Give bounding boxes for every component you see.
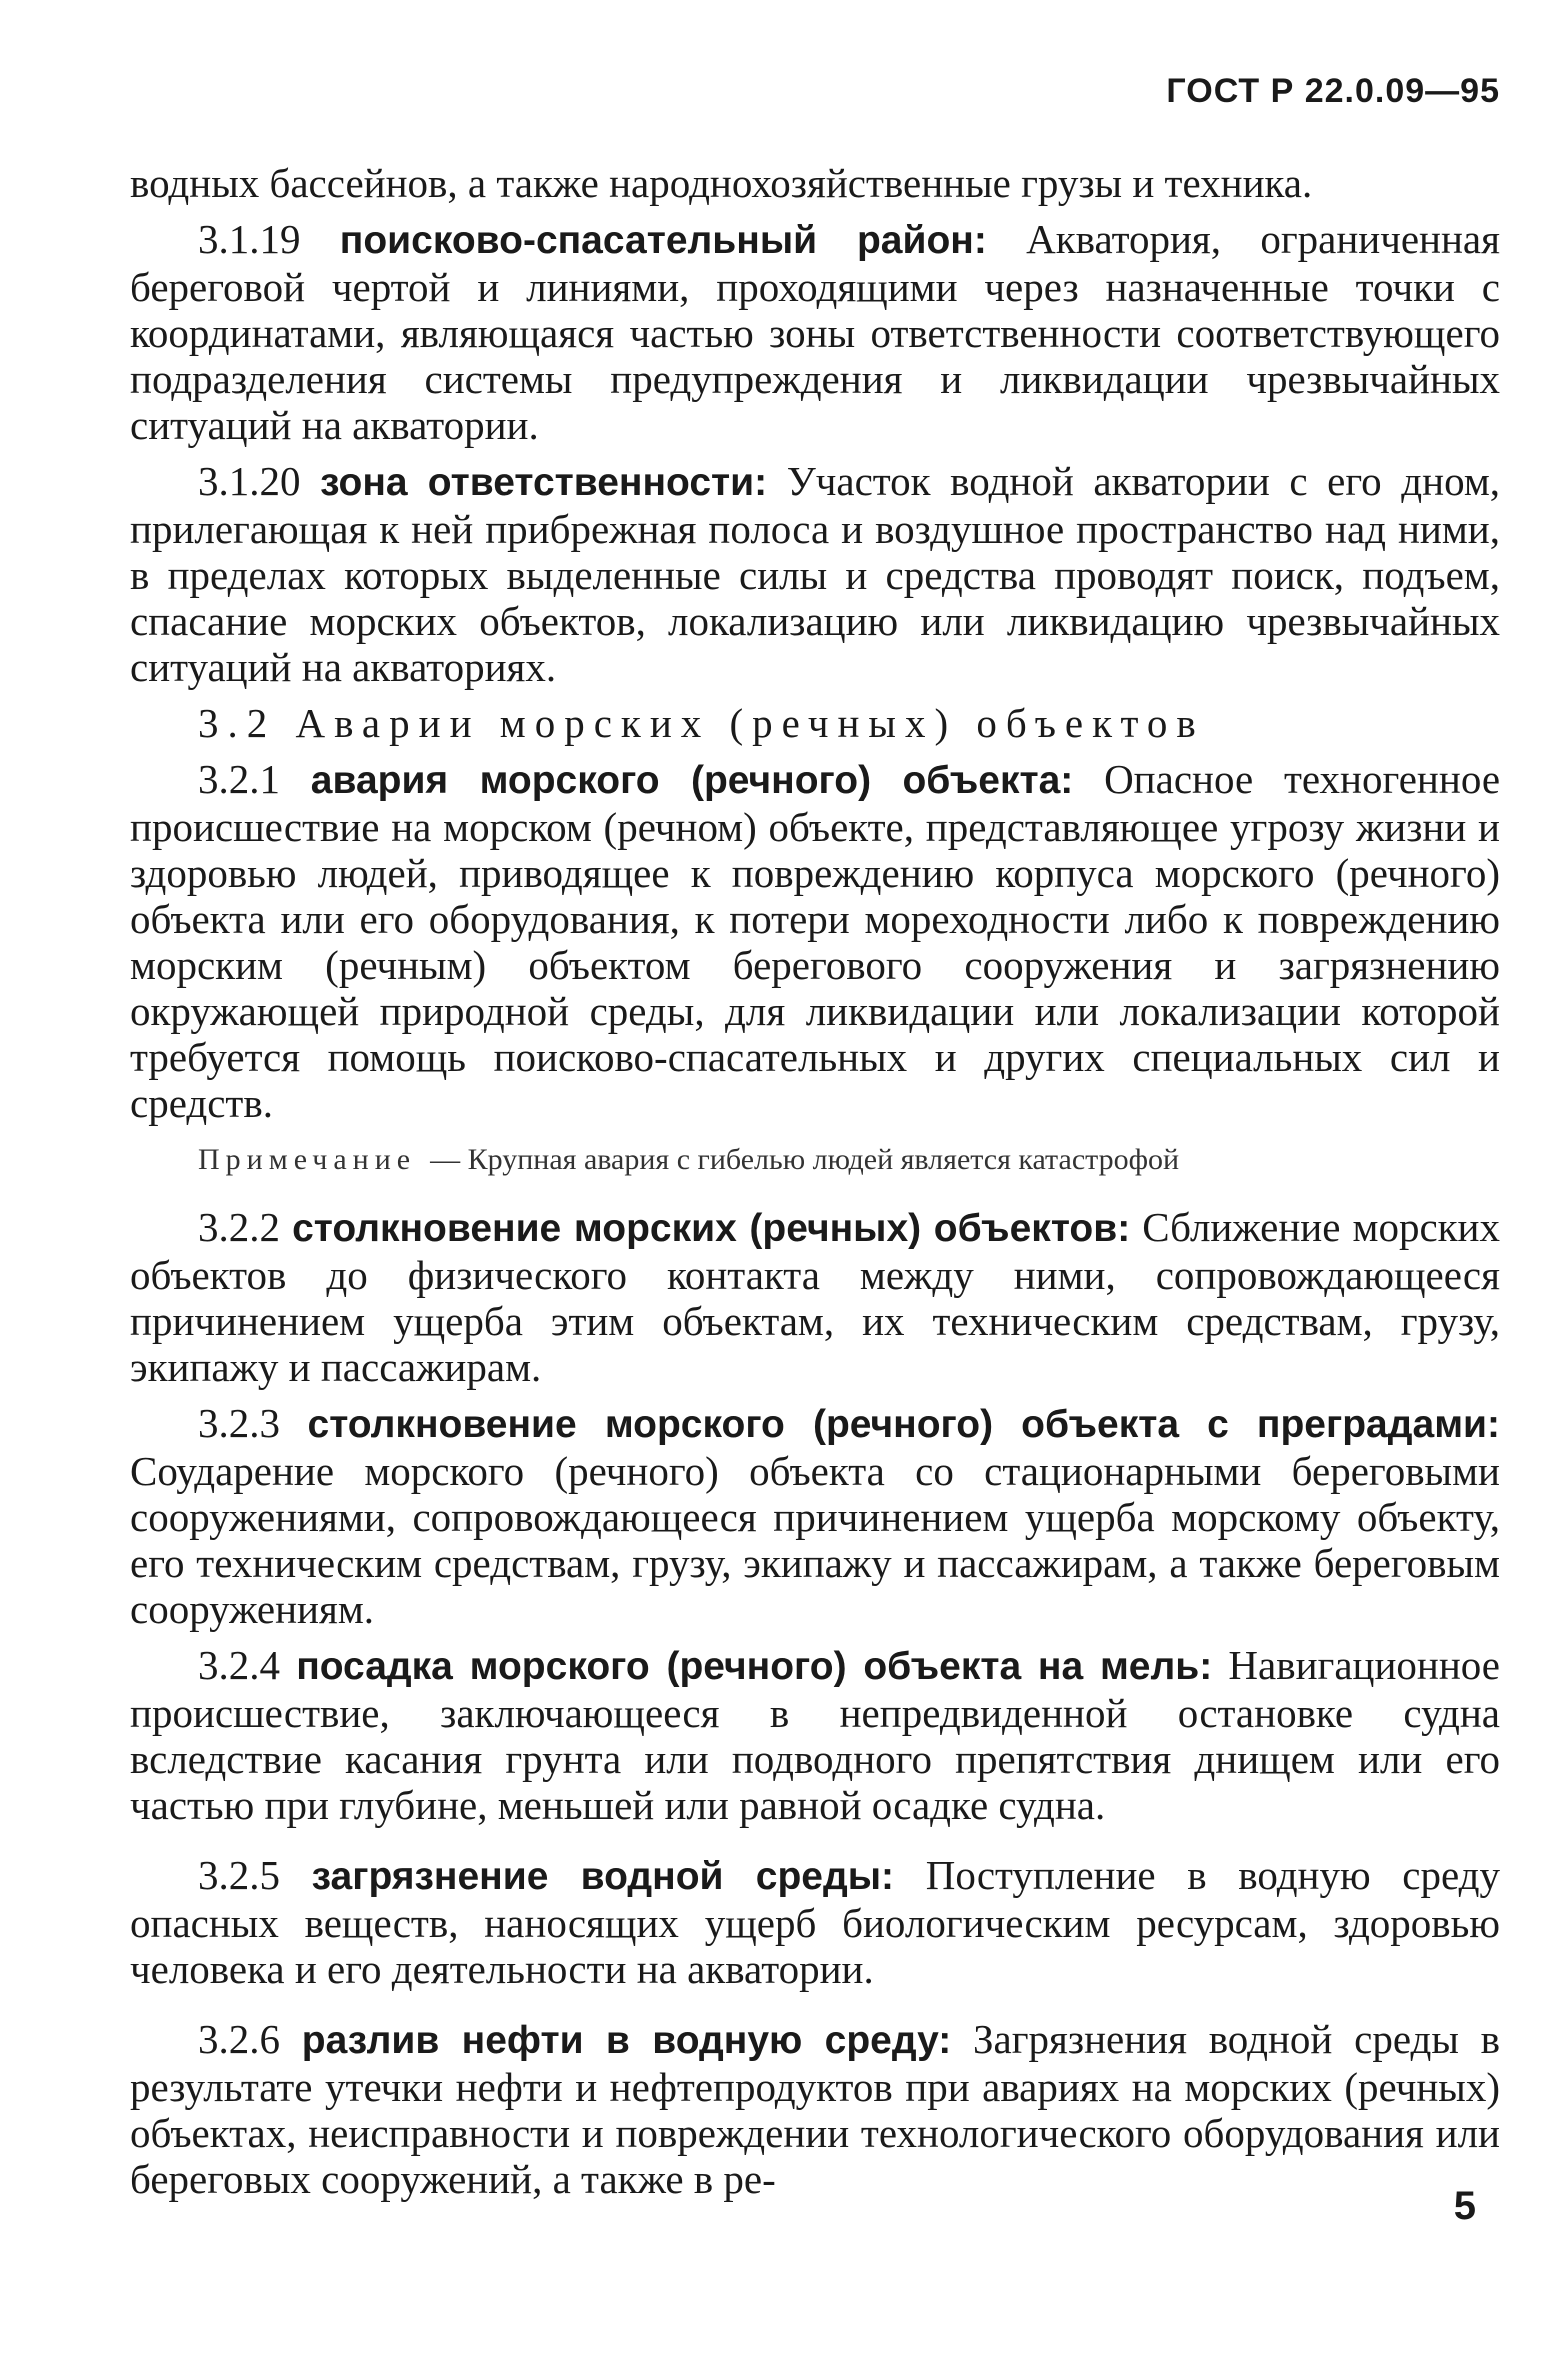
clause-3-2-4	[130, 1642, 1500, 1828]
note-label: Примечание	[198, 1143, 417, 1176]
clause-3-1-20	[130, 458, 1500, 690]
clause-definition: Опасное техногенное происшествие на морском (речном) объекте, представляющее угрозу жизни и здоровью людей, приводящее к повреждению корпуса морского (речного) объекта или его оборудования, к потери мореходности либо к повреждению морским (речным) объектом берегового сооружения и загрязнению окружающей природной среды, для ликвидации или локализации которой требуется помощь поисково-спасательных и других специальных сил и средств.	[130, 756, 1501, 1126]
clause-term: столкновение морских (речных) объектов:	[292, 1207, 1131, 1250]
page-number: 5	[1453, 2184, 1476, 2228]
continuation-text: водных бассейнов, а также народнохозяйственные грузы и техника.	[130, 160, 1313, 206]
clause-3-2-2	[130, 1204, 1500, 1390]
document-body	[130, 160, 1500, 2212]
clause-3-1-19	[130, 216, 1500, 448]
clause-definition: Сближение морских объектов до физического контакта между ними, сопровождающееся причинением ущерба этим объектам, их техническим средствам, грузу, экипажу и пассажирам.	[130, 1204, 1501, 1390]
clause-number: 3.1.20	[198, 458, 321, 504]
note-text: — Крупная авария с гибелью людей является катастрофой	[430, 1143, 1180, 1176]
clause-term: посадка морского (речного) объекта на мель:	[296, 1645, 1213, 1688]
clause-term: поисково-спасательный район:	[339, 219, 987, 262]
clause-term: столкновение морского (речного) объекта с преградами:	[307, 1403, 1501, 1446]
clause-term: загрязнение водной среды:	[311, 1855, 895, 1898]
clause-number: 3.2.4	[198, 1642, 297, 1688]
clause-number: 3.2.6	[198, 2016, 302, 2062]
clause-definition: Участок водной акватории с его дном, прилегающая к ней прибрежная полоса и воздушное пространство над ними, в пределах которых выделенные силы и средства проводят поиск, подъем, спасание морских объектов, локализацию или ликвидацию чрезвычайных ситуаций на акваториях.	[130, 458, 1501, 690]
continuation-paragraph	[130, 160, 1500, 206]
clause-definition: Поступление в водную среду опасных веществ, наносящих ущерб биологическим ресурсам, здоровью человека и его деятельности на акватории.	[130, 1852, 1501, 1992]
clause-definition: Загрязнения водной среды в результате утечки нефти и нефтепродуктов при авариях на морских (речных) объектах, неисправности и повреждении технологического оборудования или береговых сооружений, а также в ре-	[130, 2016, 1500, 2202]
clause-note	[130, 1140, 1500, 1180]
clause-term: разлив нефти в водную среду:	[301, 2019, 952, 2062]
clause-3-2-5	[130, 1852, 1500, 1992]
clause-term: авария морского (речного) объекта:	[310, 759, 1074, 802]
clause-number: 3.1.19	[198, 216, 340, 262]
clause-term: зона ответственности:	[320, 461, 768, 504]
clause-definition: Акватория, ограниченная береговой чертой и линиями, проходящими через назначенные точки с координатами, являющаяся частью зоны ответственности соответствующего подразделения системы предупреждения и ликвидации чрезвычайных ситуаций на акватории.	[130, 216, 1500, 448]
clause-definition: Соударение морского (речного) объекта со стационарными береговыми сооружениями, сопровождающееся причинением ущерба морскому объекту, его техническим средствам, грузу, экипажу и пассажирам, а также береговым сооружениям.	[130, 1448, 1500, 1632]
clause-3-2-3	[130, 1400, 1500, 1632]
clause-3-2-6	[130, 2016, 1500, 2202]
clause-number: 3.2.3	[198, 1400, 308, 1446]
clause-number: 3.2.2	[198, 1204, 293, 1250]
document-code-header: ГОСТ Р 22.0.09—95	[1166, 72, 1500, 110]
clause-number: 3.2.5	[198, 1852, 312, 1898]
clause-definition: Навигационное происшествие, заключающееся в непредвиденной остановке судна вследствие касания грунта или подводного препятствия днищем или его частью при глубине, меньшей или равной осадке судна.	[130, 1642, 1500, 1828]
section-heading-3-2: 3.2 Аварии морских (речных) объектов	[198, 700, 1205, 746]
clause-3-2-1	[130, 756, 1500, 1126]
clause-number: 3.2.1	[198, 756, 311, 802]
